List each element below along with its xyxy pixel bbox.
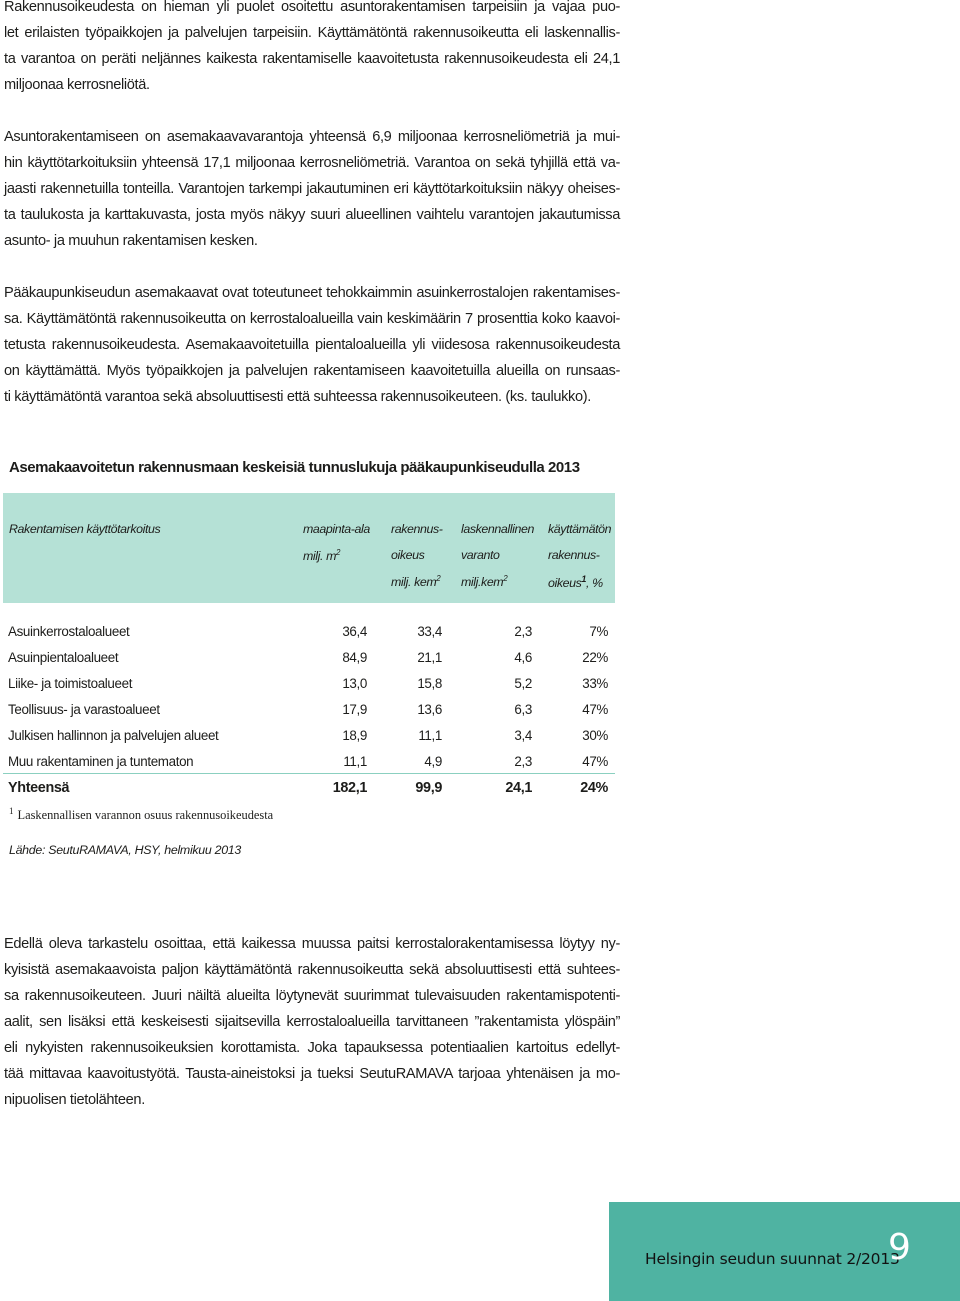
text-line: on käyttämättä. Myös työpaikkojen ja palvelujen rakentamiseen kaavoitetuilla alueilla on runsaas- bbox=[4, 363, 620, 379]
text-line: aalit, sen lisäksi että keskeisesti sijaitsevilla kerrostaloalueilla tarvittaneen ”rakentamista ylöspäin” bbox=[4, 1014, 620, 1030]
table-cell: 3,4 bbox=[514, 728, 532, 743]
table-cell: 182,1 bbox=[332, 780, 367, 796]
table-cell: 13,6 bbox=[417, 702, 442, 717]
column-header-reserve: laskennallinen bbox=[461, 522, 534, 536]
text-line: sa. Käyttämätöntä rakennusoikeutta on kerrostaloalueilla vain keskimäärin 7 prosenttia koko kaavoi- bbox=[4, 311, 620, 327]
table-cell: Teollisuus- ja varastoalueet bbox=[8, 702, 160, 717]
table-cell: Yhteensä bbox=[8, 780, 70, 796]
table-cell: Asuinkerrostaloalueet bbox=[8, 624, 130, 639]
table-cell: 2,3 bbox=[514, 754, 532, 769]
text-line: miljoonaa kerrosneliötä. bbox=[4, 77, 150, 93]
text-line: Edellä oleva tarkastelu osoittaa, että kaikessa muussa paitsi kerrostalorakentamisessa löytyy ny- bbox=[4, 936, 620, 952]
publication-title: Helsingin seudun suunnat 2/2013 bbox=[645, 1250, 900, 1268]
intro-paragraph bbox=[4, 0, 620, 98]
column-header-building-right: rakennus- bbox=[391, 522, 443, 536]
column-header-reserve-unit: milj.kem$^2$ bbox=[461, 574, 508, 590]
page-footer bbox=[609, 1202, 960, 1301]
table-cell: 4,9 bbox=[424, 754, 442, 769]
text-line: kyisistä asemakaavoista paljon käyttämätöntä rakennusoikeutta sekä absoluuttisesti että suhtees- bbox=[4, 962, 620, 978]
table-cell: Julkisen hallinnon ja palvelujen alueet bbox=[8, 728, 219, 743]
column-header-unused-unit: oikeus$^1$, % bbox=[548, 574, 603, 591]
column-header-unused-l2: rakennus- bbox=[548, 548, 600, 562]
text-line: asunto- ja muuhun rakentamisen kesken. bbox=[4, 233, 258, 249]
text-line: nipuolisen tietolähteen. bbox=[4, 1092, 145, 1108]
housing-reserve-paragraph bbox=[4, 124, 620, 254]
text-line: ti käyttämätöntä varantoa sekä absoluuttisesti että suhteessa rakennusoikeuteen. (ks. taulukko). bbox=[4, 389, 591, 405]
table-cell: 47% bbox=[582, 754, 608, 769]
table-cell: 7% bbox=[589, 624, 608, 639]
table-footnote bbox=[9, 806, 273, 823]
text-line: sa rakennusoikeuteen. Juuri näiltä alueilta löytynevät suurimmat tulevaisuuden rakentamispotenti- bbox=[4, 988, 620, 1004]
text-line: eli nykyisten rakennusoikeuksien korottamista. Joka tapauksessa potentiaalien kartoitus edellyt- bbox=[4, 1040, 620, 1056]
table-cell: 5,2 bbox=[514, 676, 532, 691]
table-source: Lähde: SeutuRAMAVA, HSY, helmikuu 2013 bbox=[9, 843, 241, 857]
text-line: tää mittavaa kaavoitustyötä. Tausta-aineistoksi ja tueksi SeutuRAMAVA tarjoaa yhtenäisen ja mo- bbox=[4, 1066, 620, 1082]
table-total-row bbox=[8, 776, 608, 802]
footnote-text: Laskennallisen varannon osuus rakennusoikeudesta bbox=[17, 808, 274, 822]
footnote-mark: 1 bbox=[9, 806, 14, 816]
text-line: let erilaisten työpaikkojen ja palvelujen tarpeisiin. Käyttämätöntä rakennusoikeutta eli laskennallis- bbox=[4, 25, 620, 41]
column-header-building-right-l2: oikeus bbox=[391, 548, 425, 562]
conclusion-paragraph bbox=[4, 931, 620, 1113]
table-cell: 18,9 bbox=[342, 728, 367, 743]
table-cell: 22% bbox=[582, 650, 608, 665]
table-cell: 33% bbox=[582, 676, 608, 691]
total-divider bbox=[3, 773, 615, 774]
table-row bbox=[8, 672, 608, 698]
table-row bbox=[8, 698, 608, 724]
table-cell: 21,1 bbox=[417, 650, 442, 665]
table-row bbox=[8, 724, 608, 750]
table-header bbox=[3, 493, 615, 603]
table-cell: 17,9 bbox=[342, 702, 367, 717]
table-cell: 6,3 bbox=[514, 702, 532, 717]
table-cell: 24% bbox=[580, 780, 608, 796]
text-line: hin käyttötarkoituksiin yhteensä 17,1 miljoonaa kerrosneliömetriä. Varantoa on sekä tyhjillä että va- bbox=[4, 155, 620, 171]
table-cell: 24,1 bbox=[505, 780, 532, 796]
column-header-building-right-unit: milj. kem$^2$ bbox=[391, 574, 441, 590]
column-header-purpose: Rakentamisen käyttötarkoitus bbox=[9, 522, 161, 536]
text-line: Pääkaupunkiseudun asemakaavat ovat toteutuneet tehokkaimmin asuinkerrostalojen rakentamises- bbox=[4, 285, 620, 301]
table-cell: 84,9 bbox=[342, 650, 367, 665]
table-cell: 47% bbox=[582, 702, 608, 717]
table-cell: Asuinpientaloalueet bbox=[8, 650, 119, 665]
table-cell: 15,8 bbox=[417, 676, 442, 691]
table-cell: Muu rakentaminen ja tuntematon bbox=[8, 754, 194, 769]
table-cell: 99,9 bbox=[415, 780, 442, 796]
text-line: tetusta rakennusoikeudesta. Asemakaavoitetuilla pientaloalueilla yli viidesosa rakennusoikeudesta bbox=[4, 337, 620, 353]
text-line: ta taulukosta ja karttakuvasta, josta myös näkyy suuri alueellinen vaihtelu varantojen jakautumissa bbox=[4, 207, 620, 223]
text-line: ta varantoa on peräti neljännes kaikesta rakentamiselle kaavoitetusta rakennusoikeudesta eli 24,1 bbox=[4, 51, 620, 67]
table-cell: 30% bbox=[582, 728, 608, 743]
table-cell: 13,0 bbox=[342, 676, 367, 691]
table-cell: 11,1 bbox=[343, 754, 367, 769]
table-cell: Liike- ja toimistoalueet bbox=[8, 676, 133, 691]
text-line: Asuntorakentamiseen on asemakaavavarantoja yhteensä 6,9 miljoonaa kerrosneliömetriä ja mui- bbox=[4, 129, 620, 145]
table-cell: 2,3 bbox=[514, 624, 532, 639]
table-cell: 33,4 bbox=[417, 624, 442, 639]
table-row bbox=[8, 646, 608, 672]
table-row bbox=[8, 620, 608, 646]
table-title: Asemakaavoitetun rakennusmaan keskeisiä tunnuslukuja pääkaupunkiseudulla 2013 bbox=[9, 459, 580, 476]
table-cell: 4,6 bbox=[514, 650, 532, 665]
capital-region-paragraph bbox=[4, 280, 620, 410]
text-line: Rakennusoikeudesta on hieman yli puolet osoitettu asuntorakentamisen tarpeisiin ja vajaa puo- bbox=[4, 0, 620, 15]
text-line: jaasti rakennetuilla tonteilla. Varantojen tarkempi jakautuminen eri käyttötarkoituksiin näkyy oheises- bbox=[4, 181, 620, 197]
table-cell: 36,4 bbox=[342, 624, 367, 639]
column-header-land-area: maapinta-ala bbox=[303, 522, 370, 536]
page-number: 9 bbox=[888, 1227, 911, 1268]
column-header-unused: käyttämätön bbox=[548, 522, 612, 536]
table-cell: 11,1 bbox=[418, 728, 442, 743]
column-header-reserve-l2: varanto bbox=[461, 548, 500, 562]
column-header-land-area-unit: milj. $m^2$ bbox=[303, 548, 341, 564]
